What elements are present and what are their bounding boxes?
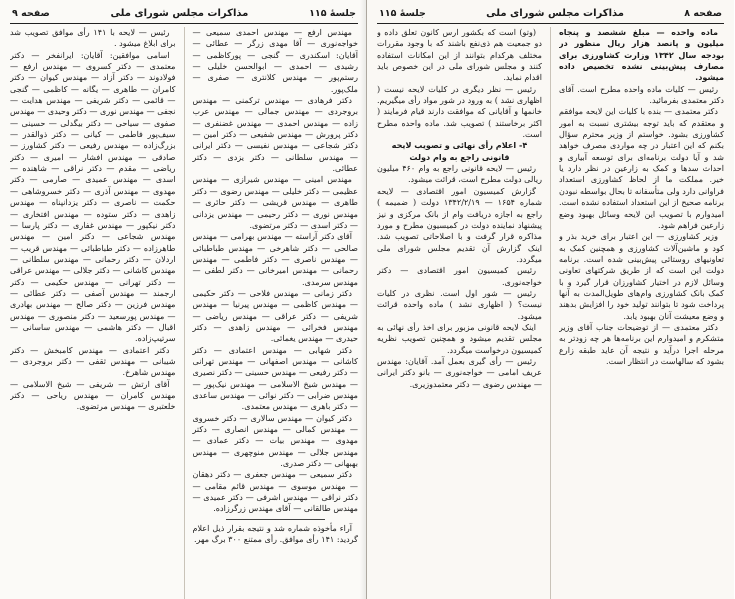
footnote: آراء مأخوذه شماره شد و نتیجه بقرار ذیل اعلام گردید: ۱۴۱ رأی موافق. رأی ممتنع ۳۰۰ برگ مهر.	[192, 522, 358, 545]
paragraph: اینک لایحه قانونی مزبور برای اخذ رأی نهائی به مجلس تقدیم میشود و همچنین تصویب نظریه کمیسیون درخواست میگردد.	[377, 321, 543, 355]
paragraph: دکتر اعتمادی — مهندس کامبخش — دکتر شیبانی — مهندس ثقفی — دکتر بروجردی — مهندس شاهرخ.	[10, 344, 176, 378]
paragraph: دکتر معتمدی — از توضیحات جناب آقای وزیر متشکرم و امیدوارم این برنامه‌ها هر چه زودتر به مرحله اجرا درآید و نتیجه آن عاید طبقه زارع بشود که سالهاست در انتظار است.	[558, 321, 724, 366]
left-page-number: صفحه ۹	[12, 7, 50, 19]
paragraph: دکتر زمانی — مهندس فلاحی — دکتر حکیمی — مهندس کاظمی — مهندس پیرنیا — مهندس شریفی — دکتر عراقی — مهندس ریاضی — مهندس فخرائی — مهندس زاهدی — دکتر حیدری — مهندس یغمائی.	[192, 287, 358, 344]
right-page-header	[377, 4, 724, 24]
left-page-journal-title: مذاکرات مجلس شورای ملی	[110, 7, 249, 19]
paragraph: (وتو) است که بکشور ارس کانون تعلق داده و دو جمعیت هم ذی‌نفع باشند که با وجود مقررات مختلف هرکدام بتوانند از این امکانات استفاده کنند و مجلس شورای ملی در این خصوص باید اقدام نماید.	[377, 27, 543, 83]
right-page-journal-title: مذاکرات مجلس شورای ملی	[486, 7, 624, 19]
right-page-right-column	[559, 27, 724, 599]
paragraph: مهندس ارفع — مهندس احمدی سمیعی — خواجه‌نوری — آقا مهدی زرگر — عطائی — آقایان: اسکندری — گنجی — پورکاظمی — رشیدی — احمدی — ابوالحسن خلیلی — رستم‌پور — مهندس کلانتری — صفری — ملک‌پور.	[192, 27, 358, 94]
paragraph: گزارش کمیسیون امور اقتصادی — لایحه شماره ۱۶۵۴ — ۱۳۴۲/۲/۱۹ دولت ( ضمیمه ) راجع به اجازه دریافت وام از بانک مرکزی و نیز پیشنهاد نماینده دولت در کمیسیون مطرح و مورد مذاکره قرار گرفت و با اصلاحاتی تصویب شد. اینک گزارش آن تقدیم مجلس شورای ملی میگردد.	[377, 185, 543, 264]
paragraph: رئیس کمیسیون امور اقتصادی — دکتر خواجه‌نوری.	[377, 265, 543, 287]
paragraph: آقای ارتش — شریفی — شیخ الاسلامی — مهندس کامران — مهندس ریاحی — دکتر خلعتبری — مهندس مرتضوی.	[10, 378, 176, 412]
article-heading: ماده واحده — مبلغ ششصد و پنجاه میلیون و پانصد هزار ریال منظور در بودجه سال ۱۳۴۲ وزارت کشاورزی برای مصارف پیش‌بینی نشده تخصیص داده میشود.	[558, 27, 724, 83]
left-page-right-column	[192, 27, 358, 599]
paragraph: وزیر کشاورزی — این اعتبار برای خرید بذر و کود و ماشین‌آلات کشاورزی و همچنین کمک به تعاونیهای روستائی پیش‌بینی شده است. برنامه دولت این است که از طریق شرکتهای تعاونی وسائل لازم در اختیار کشاورزان قرار گیرد و با کمک بانک کشاورزی وام‌های طویل‌المدت به آنها پرداخت شود تا بتوانند تولید خود را افزایش بدهند و وضع معیشت آنان بهبود یابد.	[558, 231, 724, 321]
paragraph: رئیس — لایحه با ۱۴۱ رأی موافق تصویب شد برای ابلاغ میشود .	[10, 27, 176, 49]
right-page-number: صفحه ۸	[684, 7, 722, 19]
left-page-columns	[10, 24, 358, 599]
paragraph: دکتر فرهادی — مهندس ترکمنی — مهندس بروجردی — مهندس جمالی — مهندس عرب زاده — مهندس احمدی — مهندس غضنفری — دکتر پرورش — مهندس شفیعی — دکتر امین — دکتر شجاعی — مهندس نفیسی — دکتر ایرانی — مهندس سلطانی — دکتر یزدی — دکتر عطائی.	[192, 95, 358, 174]
left-page-header	[10, 4, 358, 24]
paragraph: دکتر سمیعی — مهندس جعفری — دکتر دهقان — مهندس موسوی — مهندس قائم مقامی — دکتر نراقی — مهندس اشرفی — دکتر عمیدی — مهندس طالقانی — آقای مهندس زرگرزاده.	[192, 469, 358, 514]
paragraph: دکتر کیوان — مهندس سالاری — دکتر خسروی — مهندس کمالی — مهندس انصاری — دکتر مهدوی — مهندس بیات — دکتر عمادی — مهندس جلالی — مهندس منوچهری — مهندس بهبهانی — دکتر صدری.	[192, 412, 358, 469]
paragraph: رئیس — لایحه قانونی راجع به وام ۴۶۰ میلیون ریالی دولت مطرح است، قرائت میشود.	[377, 163, 543, 185]
paragraph: دکتر معتمدی — بنده با کلیات این لایحه موافقم و معتقدم که باید توجه بیشتری نسبت به امور کشاورزی بشود. خواستم از وزیر محترم سؤال بکنم که این اعتبار در چه مواردی مصرف خواهد شد و آیا دولت برنامه‌ای برای توسعه آبیاری و احداث سدها و کمک به زارعین در نظر دارد یا خیر. مملکت ما از لحاظ کشاورزی استعداد فراوانی دارد ولی متأسفانه تا بحال بواسطه نبودن برنامه صحیح از این استعداد استفاده نشده است. امیدوارم با تصویب این لایحه وسائل بهبود وضع زارعین فراهم شود.	[558, 106, 724, 230]
paragraph: رئیس — نظر دیگری در کلیات لایحه نیست ( اظهاری نشد ) به ورود در شور مواد رأی میگیریم. خانمها و آقایانی که موافقت دارند قیام فرمایند ( اکثر برخاستند ) تصویب شد. ماده واحده مطرح است.	[377, 83, 543, 140]
right-page-left-column	[377, 27, 542, 599]
paragraph: رئیس — کلیات ماده واحده مطرح است. آقای دکتر معتمدی بفرمائید.	[558, 83, 724, 106]
paragraph: اسامی موافقین: آقایان: ایرانفخر — دکتر معتمدی — دکتر کسروی — مهندس ارفع — فولادوند — دکتر آزاد — مهندس کیوان — دکتر کامران — طاهری — یگانه — کاظمی — گنجی — قائمی — دکتر شریفی — مهندس هدایت — نجفی — مهندس نوری — دکتر وحیدی — مهندس صفوی — سیاحی — دکتر بیگدلی — حسینی — سیف‌پور فاطمی — کیانی — دکتر ذوالقدر — بزرگ‌زاده — مهندس رفیعی — دکتر کشاورز — صادقی — مهندس افشار — امیری — دکتر ریاضی — مقدم — دکتر نراقی — شاهنده — اسدی — مهندس عمیدی — صارمی — دکتر مهدوی — مهندس آذری — دکتر خسروشاهی — حکمت — ناصری — دکتر یزدانپناه — مهندس زاهدی — دکتر ستوده — مهندس افتخاری — دکتر نیکپور — مهندس غفاری — دکتر پارسا — مهندس شجاعی — دکتر امین — مهندس طاهرزاده — دکتر طباطبائی — مهندس قریب — اردلان — دکتر رحمانی — مهندس سلطانی — مهندس کاشانی — دکتر جلالی — مهندس عراقی — دکتر تهرانی — مهندس حکیمی — دکتر ارجمند — مهندس آصفی — دکتر عطائی — مهندس فرزین — دکتر صالح — مهندس بهادری — مهندس پورسعید — دکتر منصوری — مهندس اقبال — دکتر هاشمی — مهندس ساسانی — سرتیپ‌زاده.	[10, 49, 176, 344]
right-page-session: جلسهٔ ۱۱۵	[379, 7, 426, 19]
column-divider	[550, 27, 551, 599]
left-page-left-column	[10, 27, 176, 599]
left-page	[0, 0, 367, 599]
column-divider	[184, 27, 185, 599]
paragraph: رئیس — شور اول است. نظری در کلیات نیست؟ ( اظهاری نشد ) ماده واحده قرائت میشود.	[377, 287, 543, 321]
right-page-columns	[377, 24, 724, 599]
paragraph: آقای دکتر آراسته — مهندس بهرامی — مهندس صالحی — دکتر شاهرخی — مهندس طباطبائی — مهندس ناصری — دکتر فاطمی — مهندس رحمانی — مهندس امیرخانی — دکتر لطفی — مهندس سرمدی.	[192, 231, 358, 287]
right-page	[367, 0, 734, 599]
paragraph: مهندس امینی — مهندس شیرازی — مهندس عظیمی — دکتر خلیلی — مهندس رضوی — دکتر طاهری — مهندس قریشی — دکتر حائری — مهندس نوری — دکتر رحیمی — مهندس یزدانی — دکتر اسدی — دکتر مرتضوی.	[192, 174, 358, 230]
left-page-session: جلسهٔ ۱۱۵	[309, 7, 356, 19]
paragraph: دکتر شهابی — مهندس اعتمادی — دکتر کاشانی — مهندس اصفهانی — مهندس تهرانی — دکتر رفیعی — مهندس حسینی — دکتر نصیری — مهندس شیخ الاسلامی — مهندس نیک‌پور — مهندس ضرابی — دکتر نوائی — مهندس ساعدی — دکتر باهری — مهندس معتمدی.	[192, 344, 358, 412]
paragraph: رئیس — رأی گیری بعمل آمد. آقایان: مهندس عریف امامی — خواجه‌نوری — بانو دکتر ایرانی — مهندس رضوی — دکتر معتمدوزیری.	[377, 355, 543, 389]
section-heading: ۴- اعلام رأی نهائی و تصویب لایحه قانونی راجع به وام دولت	[391, 140, 528, 162]
divider	[226, 519, 325, 520]
